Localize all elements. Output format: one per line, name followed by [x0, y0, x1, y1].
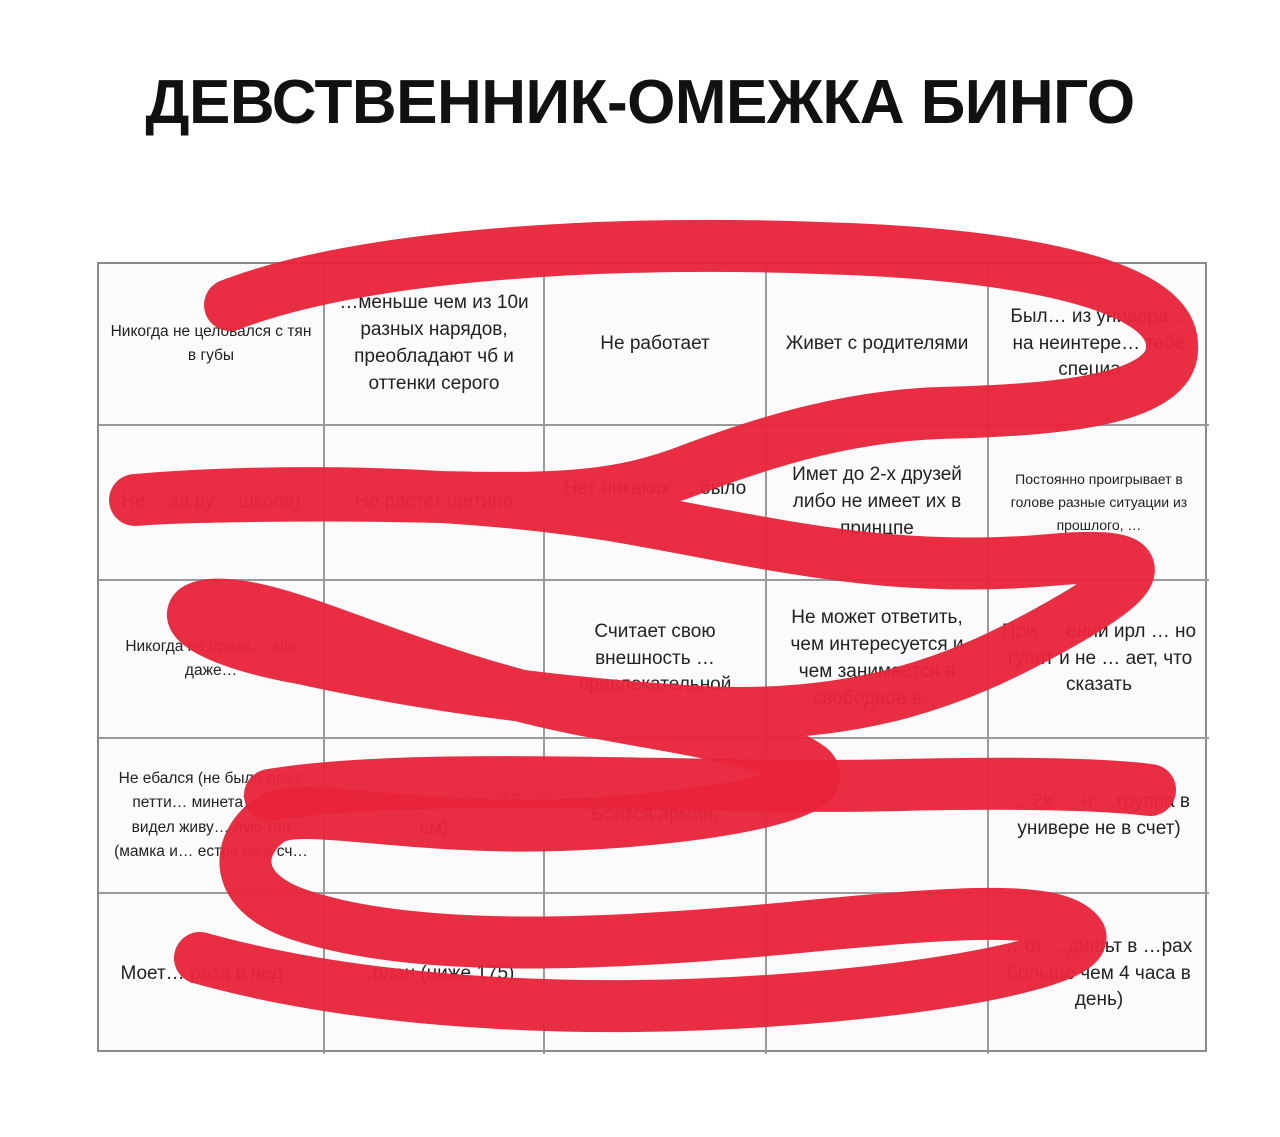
bingo-cell: Не ебался (не было даже петти… минета), ни… видел живу… лую тян (мамка и… естра не в сч…: [99, 739, 325, 894]
bingo-cell: Не работает: [545, 264, 767, 426]
bingo-cell: [767, 739, 989, 894]
bingo-cell: Никогда не призн… или даже…: [99, 581, 325, 739]
bingo-cell: Живет с родителями: [767, 264, 989, 426]
bingo-cell: Имет до 2-х друзей либо не имеет их в принцпе: [767, 426, 989, 581]
bingo-cell: Нет никаких … было …: [545, 426, 767, 581]
bingo-cell: … 2х … н …группа в универе не в счет): [989, 739, 1209, 894]
bingo-cell: Не… за ру… школе): [99, 426, 325, 581]
bingo-cell: [325, 581, 545, 739]
bingo-cell: …меньше чем из 10и разных нарядов, преобладают чб и оттенки серого: [325, 264, 545, 426]
bingo-cell: Был… из универа… на неинтере… тебе специа…: [989, 264, 1209, 426]
bingo-cell: Боится армии,: [545, 739, 767, 894]
bingo-cell: Не растет щетина: [325, 426, 545, 581]
bingo-cell: При … ении ирл … но тупит и не … ает, что сказать: [989, 581, 1209, 739]
bingo-cell: [545, 894, 767, 1054]
bingo-cell: Считает свою внешность …привлекательной: [545, 581, 767, 739]
bingo-cell: Постоянно проигрывает в голове разные ситуации из прошлого, …: [989, 426, 1209, 581]
bingo-title: ДЕВСТВЕННИК-ОМЕЖКА БИНГО: [145, 68, 1135, 137]
bingo-grid: [97, 262, 1207, 1052]
bingo-cell: Не может ответить, чем интересуется и чем занимается в свободное в…: [767, 581, 989, 739]
bingo-cell: …план (ниже 175): [325, 894, 545, 1054]
bingo-cell: [767, 894, 989, 1054]
bingo-cell: Никогда не целовался с тян в губы: [99, 264, 325, 426]
bingo-cell: Коротко ствол … 15 см): [325, 739, 545, 894]
bingo-cell: Моет… раза в нед…: [99, 894, 325, 1054]
bingo-cell: …от …дишьт в …рах больше чем 4 часа в день): [1005, 935, 1193, 1011]
